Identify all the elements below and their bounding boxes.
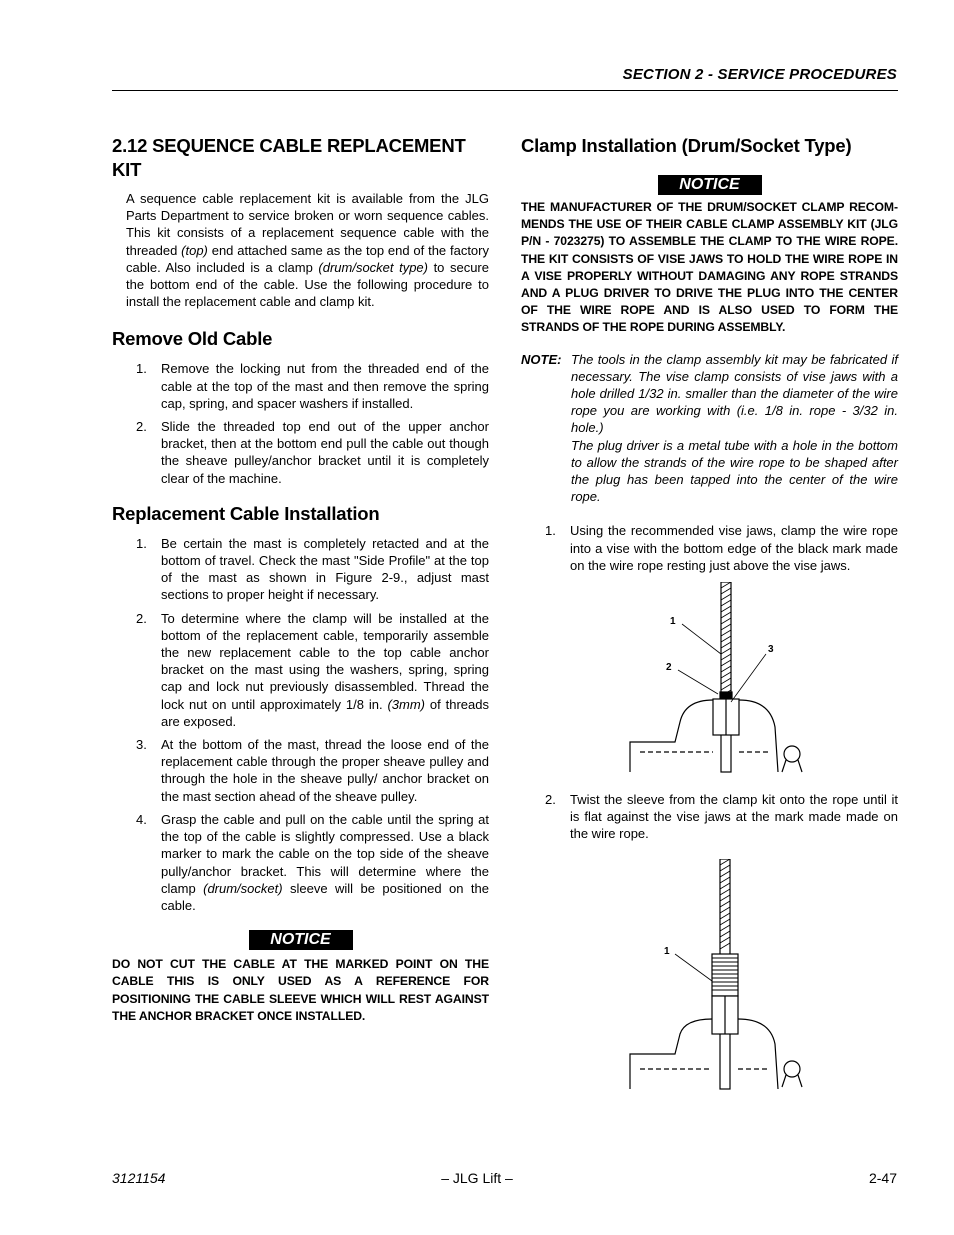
header-rule <box>112 90 898 91</box>
list-item <box>112 360 489 412</box>
step-text: To determine where the clamp will be installed at the bottom of the replacement cable, temporarily assemble the new replacement cable to the top cable anchor bracket on the mast using the washers, spring, spring cap and lock nut previously disassembled. Thread the lock nut on until approximately 1/8 in. <box>161 610 489 712</box>
list-item <box>521 791 898 843</box>
note-text: The plug driver is a metal tube with a hole in the bottom to allow the strands of the wire rope to be shaped after the plug has been tapped into the center of the wire rope. <box>571 437 898 505</box>
list-item <box>112 535 489 604</box>
step-text: Slide the threaded top end out of the upper anchor bracket, then at the bottom end pull the cable out though the sheave pulley/anchor bracket until it is completely clear of the machine. <box>161 419 489 486</box>
step-number: 1. <box>136 361 147 377</box>
step-text: Remove the locking nut from the threaded end of the cable at the top of the mast and then remove the spring cap, spring, and spacer washers if installed. <box>161 361 489 411</box>
notice-text: THE MANUFACTURER OF THE DRUM/SOCKET CLAMP RECOMMENDS THE USE OF THEIR CABLE CLAMP ASSEMBLY KIT (JLG P/N - 7023275) TO ASSEMBLE THE CLAMP TO THE WIRE ROPE. THE KIT CONSISTS OF VISE JAWS TO HOLD THE WIRE ROPE IN A VISE PROPERLY WITHOUT DAMAGING ANY ROPE STRANDS AND A PLUG DRIVER TO DRIVE THE PLUG INTO THE CENTER OF THE WIRE ROPE AND IS ALSO USED TO FORM THE STRANDS OF THE ROPE DURING ASSEMBLY. <box>521 200 898 335</box>
section-header: SECTION 2 - SERVICE PROCEDURES <box>622 66 897 83</box>
list-item <box>521 522 898 574</box>
step-text: of threads are exposed. <box>161 696 489 729</box>
step-text: sleeve will be positioned on the cable. <box>161 880 490 913</box>
intro-italic-1: (top) <box>181 242 208 258</box>
callout-3: 3 <box>767 644 774 656</box>
step-number: 2. <box>136 419 147 435</box>
intro-italic-2: (drum/socket type) <box>318 259 428 275</box>
notice-label: NOTICE <box>679 176 740 193</box>
step-italic: (drum/socket) <box>203 880 283 896</box>
clamp-heading: Clamp Installation (Drum/Socket Type) <box>521 135 852 156</box>
step-text: Be certain the mast is completely retacted and at the bottom of travel. Check the mast "Side Profile" at the top of the mast as shown in Figure 2-9., adjust mast sections to proper height if necessary. <box>161 535 489 603</box>
step-text: Twist the sleeve from the clamp kit onto the rope until it is flat against the vise jaws at the mark made made on the wire rope. <box>570 792 898 842</box>
step-number: 1. <box>136 535 147 551</box>
list-item <box>112 811 489 914</box>
notice-badge <box>249 930 353 950</box>
doc-number: 3121154 <box>112 1170 166 1186</box>
intro-text-2: end attached same as the top end of the factory cable. Also included is a clamp <box>126 242 489 275</box>
note-block <box>521 351 898 506</box>
intro-paragraph <box>126 190 489 310</box>
intro-text-3: to secure the bottom end of the cable. Use the following procedure to install the replacement cable and clamp kit. <box>126 259 489 310</box>
footer-brand: – JLG Lift – <box>441 1170 513 1186</box>
step-number: 1. <box>545 523 556 539</box>
remove-steps <box>112 360 489 486</box>
step-italic: (3mm) <box>387 696 426 712</box>
intro-text-1: A sequence cable replacement kit is available from the JLG Parts Department to service broken or worn sequence cables. This kit consists of a replacement sequence cable with the threaded <box>126 191 489 258</box>
notice-badge <box>658 175 762 195</box>
page-number: 2-47 <box>868 1170 897 1186</box>
vise-jaws-figure <box>600 582 820 777</box>
callout-2: 2 <box>665 662 672 674</box>
remove-heading: Remove Old Cable <box>112 328 273 350</box>
step-number: 2. <box>545 792 556 808</box>
step-number: 3. <box>136 737 147 753</box>
step-text: Using the recommended vise jaws, clamp the wire rope into a vise with the bottom edge of the black mark made on the wire rope resting just above the vise jaws. <box>570 523 898 573</box>
list-item <box>112 610 489 730</box>
note-label: NOTE: <box>521 351 562 367</box>
list-item <box>112 418 489 487</box>
install-heading: Replacement Cable Installation <box>112 502 380 524</box>
list-item <box>112 736 489 805</box>
callout-1: 1 <box>669 616 676 628</box>
clamp-steps-2 <box>521 791 898 843</box>
install-steps <box>112 535 489 914</box>
left-column <box>112 134 489 1025</box>
callout-1: 1 <box>663 945 670 957</box>
notice-text: DO NOT CUT THE CABLE AT THE MARKED POINT ON THE CABLE THIS IS ONLY USED AS A REFERENCE FOR POSITIONING THE CABLE SLEEVE WHICH WILL REST AGAINST THE ANCHOR BRACKET ONCE INSTALLED. <box>112 957 489 1023</box>
clamp-steps-1 <box>521 522 898 574</box>
section-title: 2.12 SEQUENCE CABLE REPLACEMENT KIT <box>112 135 466 180</box>
step-text: At the bottom of the mast, thread the loose end of the replacement cable through the proper sheave pulley and through the hole in the sheave pully/ anchor bracket on the mast section ahead of the sheave pulley. <box>161 737 489 804</box>
step-number: 4. <box>136 811 147 827</box>
notice-label: NOTICE <box>270 931 331 949</box>
step-number: 2. <box>136 610 147 626</box>
note-text: The tools in the clamp assembly kit may be fabricated if necessary. The vise clamp consists of vise jaws with a hole drilled 1/32 in. smaller than the diameter of the wire rope you are working with (i.e. 1/8 in. rope - 3/32 in. hole.) <box>571 351 898 436</box>
right-column <box>521 134 898 1094</box>
step-text: Grasp the cable and pull on the cable until the spring at the top of the cable is slightly compressed. Use a black marker to mark the cable on the top side of the sheave pully/anchor bracket. This will determine where the clamp <box>161 811 489 896</box>
sleeve-figure <box>600 859 820 1094</box>
